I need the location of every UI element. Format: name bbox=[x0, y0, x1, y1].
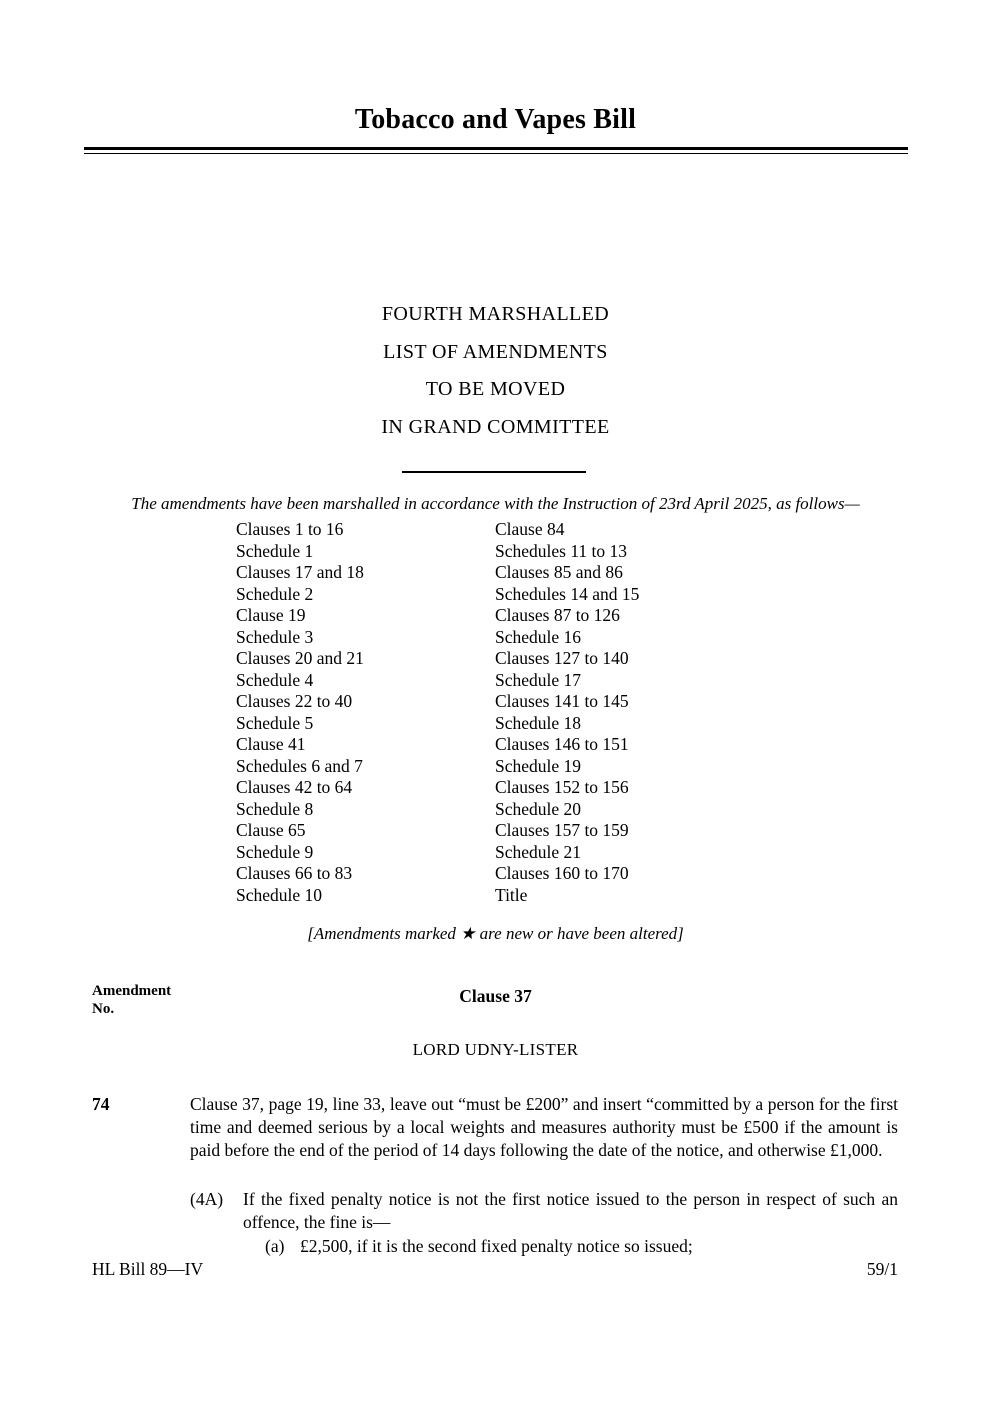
marshalling-item: Schedule 19 bbox=[495, 755, 582, 776]
marshalling-item: Clauses 20 and 21 bbox=[236, 648, 364, 668]
section-divider-rule bbox=[402, 471, 586, 473]
marshalling-item: Schedules 6 and 7 bbox=[236, 755, 363, 776]
marshalling-item: Schedule 20 bbox=[495, 798, 582, 819]
marshalling-item: Clause 19 bbox=[236, 605, 306, 625]
marshalling-right-column bbox=[495, 519, 639, 906]
marshalling-item: Clause 65 bbox=[236, 820, 306, 840]
marshalling-item: Clauses 85 and 86 bbox=[495, 562, 623, 582]
clause-heading: Clause 37 bbox=[459, 986, 532, 1006]
marshalling-item: Clauses 157 to 159 bbox=[495, 820, 629, 840]
marshalling-item: Schedule 17 bbox=[495, 669, 582, 690]
marshalling-item: Clauses 127 to 140 bbox=[495, 648, 629, 668]
marshalling-item: Schedule 18 bbox=[495, 712, 582, 733]
marshalling-item: Schedule 1 bbox=[236, 540, 314, 561]
marshalling-item: Schedule 3 bbox=[236, 626, 314, 647]
amendment-number: 74 bbox=[92, 1094, 110, 1114]
marshalled-headings bbox=[0, 296, 991, 446]
amendment-body-text: Clause 37, page 19, line 33, leave out “must be £200” and insert “committed by a person for the first time and deemed serious by a local weights and measures authority must be £500 if the amount is paid before the end of the period of 14 days following the date of the notice, and otherwise £1,000. bbox=[190, 1094, 898, 1161]
marshalling-item: Clause 41 bbox=[236, 734, 306, 754]
marshalling-item: Clauses 160 to 170 bbox=[495, 863, 629, 883]
subsection-4a-label: (4A) bbox=[190, 1189, 224, 1209]
marshalling-item: Schedule 2 bbox=[236, 583, 314, 604]
marshalling-item: Clauses 141 to 145 bbox=[495, 691, 629, 711]
subsection-4a-text: If the fixed penalty notice is not the first notice issued to the person in respect of such an offence, the fine is— bbox=[243, 1189, 898, 1233]
marshalling-item: Schedules 11 to 13 bbox=[495, 540, 628, 561]
marshalling-item: Schedules 14 and 15 bbox=[495, 583, 640, 604]
marshalling-item: Schedule 10 bbox=[236, 884, 323, 905]
marshalling-item: Schedule 21 bbox=[495, 841, 582, 862]
heading-line-4: IN GRAND COMMITTEE bbox=[381, 415, 610, 438]
page-footer bbox=[92, 1259, 898, 1280]
marshalling-item: Clauses 152 to 156 bbox=[495, 777, 629, 797]
marshalling-item: Clauses 22 to 40 bbox=[236, 691, 353, 711]
heading-line-1: FOURTH MARSHALLED bbox=[381, 303, 610, 325]
marshalling-item: Schedule 8 bbox=[236, 798, 314, 819]
marshalling-left-column bbox=[236, 519, 364, 906]
document-title: Tobacco and Vapes Bill bbox=[354, 104, 637, 135]
title-double-rule bbox=[84, 147, 908, 154]
amendment-no-label-line2: No. bbox=[92, 1001, 115, 1017]
heading-line-2: LIST OF AMENDMENTS bbox=[383, 340, 608, 363]
marshalling-item: Clauses 42 to 64 bbox=[236, 777, 353, 797]
marshalling-item: Clauses 1 to 16 bbox=[236, 519, 344, 539]
heading-line-3: TO BE MOVED bbox=[425, 378, 566, 400]
item-a-text: £2,500, if it is the second fixed penalty notice so issued; bbox=[300, 1236, 693, 1256]
item-a-label: (a) bbox=[265, 1236, 285, 1256]
footer-page-reference: 59/1 bbox=[866, 1259, 898, 1279]
marshalling-item: Schedule 9 bbox=[236, 841, 314, 862]
star-note: [Amendments marked ★ are new or have been altered] bbox=[307, 924, 684, 943]
marshalling-item: Clauses 146 to 151 bbox=[495, 734, 629, 754]
marshalling-item: Clause 84 bbox=[495, 519, 565, 539]
marshalling-item: Schedule 16 bbox=[495, 626, 582, 647]
marshalling-item: Title bbox=[495, 884, 528, 905]
footer-bill-reference: HL Bill 89—IV bbox=[92, 1259, 204, 1279]
marshalling-item: Clauses 87 to 126 bbox=[495, 605, 620, 625]
marshalling-item: Clauses 66 to 83 bbox=[236, 863, 353, 883]
mover-name: LORD UDNY-LISTER bbox=[412, 1040, 579, 1059]
marshalling-item: Clauses 17 and 18 bbox=[236, 562, 364, 582]
marshalling-item: Schedule 5 bbox=[236, 712, 314, 733]
amendment-no-label-line1: Amendment bbox=[92, 983, 172, 999]
marshalling-item: Schedule 4 bbox=[236, 669, 314, 690]
marshalling-instruction: The amendments have been marshalled in accordance with the Instruction of 23rd April 2025, as follows— bbox=[131, 494, 860, 513]
